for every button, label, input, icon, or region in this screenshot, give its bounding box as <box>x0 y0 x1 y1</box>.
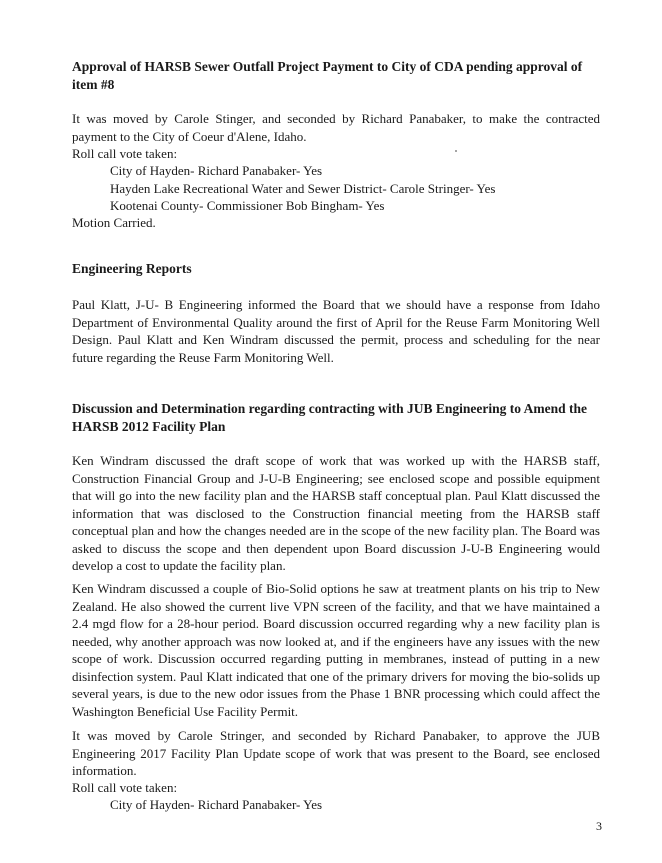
roll-call-label: Roll call vote taken: <box>72 146 178 161</box>
roll-call-label: Roll call vote taken: <box>72 780 178 795</box>
motion-outfall-payment: It was moved by Carole Stinger, and seconded by Richard Panabaker, to make the contracted payment to the City of Coeur d'Alene, Idaho. <box>72 111 600 144</box>
vote-list <box>72 162 638 215</box>
motion-result: Motion Carried. <box>72 215 156 230</box>
vote-item: City of Hayden- Richard Panabaker- Yes <box>110 163 323 178</box>
page-number: 3 <box>596 819 602 833</box>
vote-item: Kootenai County- Commissioner Bob Bingham- Yes <box>110 198 385 213</box>
facility-plan-paragraph-1: Ken Windram discussed the draft scope of work that was worked up with the HARSB staff, Construction Financial Group and J-U-B Engineering; see enclosed scope and possible equipment that will go into the new facility plan and the HARSB staff conceptual plan. Paul Klatt discussed the information that was disclosed to the Construction financial meeting from the HARSB staff conceptual plan and how the changes needed are in the scope of the new facility plan. The Board was asked to discuss the scope and then dependent upon Board discussion J-U-B Engineering would develop a cost to update the facility plan. <box>72 453 600 573</box>
vote-item: City of Hayden- Richard Panabaker- Yes <box>110 797 323 812</box>
engineering-reports-paragraph: Paul Klatt, J-U- B Engineering informed the Board that we should have a response from Idaho Department of Environmental Quality around the first of April for the Reuse Farm Monitoring Well Design. Paul Klatt and Ken Windram discussed the permit, process and scheduling for the near future regarding the Reuse Farm Monitoring Well. <box>72 297 600 365</box>
section-heading-facility-plan: Discussion and Determination regarding contracting with JUB Engineering to Amend the HARSB 2012 Facility Plan <box>72 401 588 434</box>
section-heading-outfall-payment: Approval of HARSB Sewer Outfall Project Payment to City of CDA pending approval of item #8 <box>72 59 583 92</box>
vote-list <box>72 796 638 814</box>
vote-item: Hayden Lake Recreational Water and Sewer District- Carole Stringer- Yes <box>110 180 496 196</box>
section-heading-engineering-reports: Engineering Reports <box>72 261 192 276</box>
facility-plan-paragraph-2: Ken Windram discussed a couple of Bio-Solid options he saw at treatment plants on his trip to New Zealand. He also showed the current live VPN screen of the facility, and that we have maintained a 2.4 mgd flow for a 28-hour period. Board discussion occurred regarding why a new facility plan is needed, why another approach was now looked at, and if the engineers have any issues with the new scope of work. Discussion occurred regarding putting in membranes, instead of putting in a new disinfection system. Paul Klatt indicated that one of the primary drivers for moving the bio-solids up several years, is due to the new odor issues from the Phase 1 BNR processing which could affect the Washington Beneficial Use Facility Permit. <box>72 581 600 719</box>
motion-facility-plan: It was moved by Carole Stringer, and seconded by Richard Panabaker, to approve the JUB Engineering 2017 Facility Plan Update scope of work that was present to the Board, see enclosed information. <box>72 728 600 778</box>
scan-speck <box>455 150 457 152</box>
